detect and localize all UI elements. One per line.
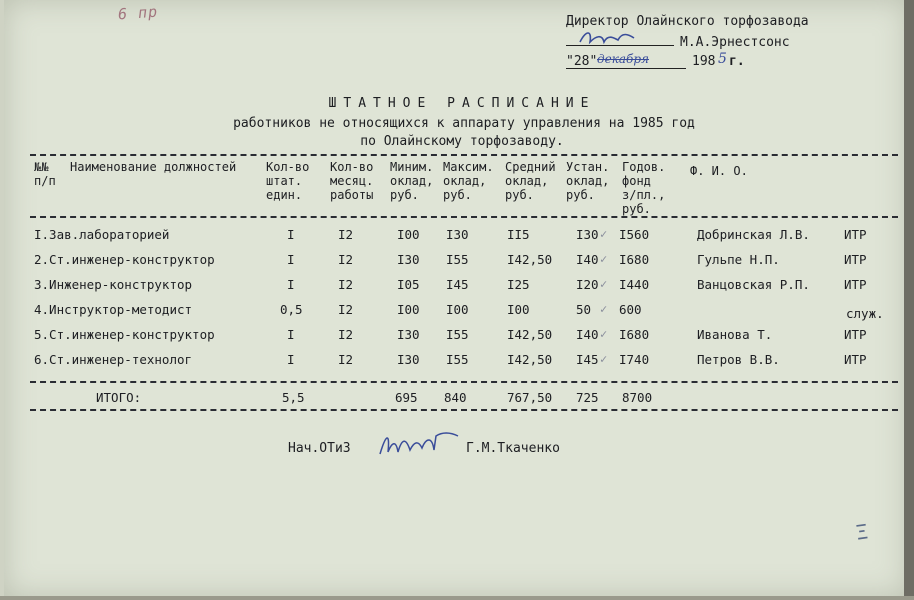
total-fund: 8700 bbox=[622, 390, 653, 405]
document-title: ШТАТНОЕ РАСПИСАНИЕ bbox=[328, 96, 596, 111]
footer-signature bbox=[376, 428, 460, 462]
row-2-position: 2.Ст.инженер-конструктор bbox=[34, 252, 215, 267]
check-mark-icon: ✓ bbox=[600, 302, 608, 316]
header-position: Наименование должностей bbox=[70, 160, 237, 174]
row-1-max: I30 bbox=[446, 227, 469, 242]
header-max-salary: Максим. оклад, руб. bbox=[443, 160, 494, 202]
total-min: 695 bbox=[395, 390, 418, 405]
table-header-rule bbox=[30, 216, 898, 218]
date-day: "28" bbox=[566, 54, 598, 69]
header-set-salary: Устан. оклад, руб. bbox=[566, 160, 610, 202]
row-4-set: 50 bbox=[576, 302, 592, 317]
row-4-units: 0,5 bbox=[280, 302, 303, 317]
row-5-units: I bbox=[287, 327, 295, 342]
header-fio: Ф. И. О. bbox=[690, 164, 748, 178]
row-5-fund: I680 bbox=[619, 327, 650, 342]
year-suffix: г. bbox=[729, 54, 745, 69]
row-6-units: I bbox=[287, 352, 295, 367]
row-6-max: I55 bbox=[446, 352, 469, 367]
row-1-min: I00 bbox=[397, 227, 420, 242]
check-mark-icon: ✓ bbox=[600, 327, 608, 341]
row-3-position: 3.Инженер-конструктор bbox=[34, 277, 193, 292]
document-subtitle-line2: по Олайнскому торфозаводу. bbox=[360, 134, 564, 149]
row-1-avg: II5 bbox=[507, 227, 530, 242]
row-2-units: I bbox=[287, 252, 295, 267]
row-1-position: I.Зав.лабораторией bbox=[34, 227, 170, 242]
total-avg: 767,50 bbox=[507, 390, 553, 405]
row-2-set: I40 bbox=[576, 252, 599, 267]
row-3-fio: Ванцовская Р.П. bbox=[697, 277, 810, 292]
row-6-months: I2 bbox=[338, 352, 354, 367]
date-month-handwritten: декабря bbox=[597, 52, 649, 66]
director-line: Директор Олайнского торфозавода bbox=[566, 14, 809, 29]
row-4-months: I2 bbox=[338, 302, 354, 317]
row-2-avg: I42,50 bbox=[507, 252, 553, 267]
row-5-fio: Иванова Т. bbox=[697, 327, 773, 342]
date-underline bbox=[566, 68, 686, 69]
row-4-fund: 600 bbox=[619, 302, 642, 317]
row-6-set: I45 bbox=[576, 352, 599, 367]
header-annual-fund: Годов. фонд з/пл., руб. bbox=[622, 160, 666, 216]
row-3-months: I2 bbox=[338, 277, 354, 292]
row-2-cat: ИТР bbox=[844, 252, 867, 267]
row-3-max: I45 bbox=[446, 277, 469, 292]
row-3-avg: I25 bbox=[507, 277, 530, 292]
footer-name: Г.М.Ткаченко bbox=[466, 441, 560, 456]
total-label: ИТОГО: bbox=[96, 390, 142, 405]
row-2-min: I30 bbox=[397, 252, 420, 267]
row-5-min: I30 bbox=[397, 327, 420, 342]
page-bottom-edge bbox=[0, 596, 914, 600]
director-name: М.А.Эрнестсонс bbox=[680, 35, 790, 50]
row-5-avg: I42,50 bbox=[507, 327, 553, 342]
row-2-fund: I680 bbox=[619, 252, 650, 267]
header-months: Кол-во месяц. работы bbox=[330, 160, 374, 202]
row-1-cat: ИТР bbox=[844, 227, 867, 242]
row-3-fund: I440 bbox=[619, 277, 650, 292]
director-signature bbox=[578, 28, 638, 52]
check-mark-icon: ✓ bbox=[600, 352, 608, 366]
header-num: №№ п/п bbox=[34, 160, 56, 188]
check-mark-icon: ✓ bbox=[600, 252, 608, 266]
check-mark-icon: ✓ bbox=[600, 277, 608, 291]
row-3-cat: ИТР bbox=[844, 277, 867, 292]
row-5-set: I40 bbox=[576, 327, 599, 342]
row-2-fio: Гульпе Н.П. bbox=[697, 252, 780, 267]
year-printed: 198 bbox=[692, 54, 716, 69]
row-4-min: I00 bbox=[397, 302, 420, 317]
total-set: 725 bbox=[576, 390, 599, 405]
row-4-max: I00 bbox=[446, 302, 469, 317]
row-6-avg: I42,50 bbox=[507, 352, 553, 367]
row-5-position: 5.Ст.инженер-конструктор bbox=[34, 327, 215, 342]
row-1-months: I2 bbox=[338, 227, 354, 242]
row-1-units: I bbox=[287, 227, 295, 242]
document-subtitle-line1: работников не относящихся к аппарату управления на 1985 год bbox=[233, 116, 695, 131]
table-total-rule bbox=[30, 381, 898, 383]
page-edge-shadow bbox=[904, 0, 914, 600]
row-5-cat: ИТР bbox=[844, 327, 867, 342]
document-sheet bbox=[4, 0, 908, 597]
row-3-units: I bbox=[287, 277, 295, 292]
signature-underline bbox=[566, 45, 674, 46]
check-mark-icon: ✓ bbox=[600, 227, 608, 241]
row-4-avg: I00 bbox=[507, 302, 530, 317]
row-4-cat: служ. bbox=[846, 306, 884, 321]
header-staff-units: Кол-во штат. един. bbox=[266, 160, 310, 202]
row-1-set: I30 bbox=[576, 227, 599, 242]
corner-handwritten-note: 6 пр bbox=[117, 2, 159, 24]
table-bottom-rule bbox=[30, 409, 898, 411]
row-6-cat: ИТР bbox=[844, 352, 867, 367]
header-avg-salary: Средний оклад, руб. bbox=[505, 160, 556, 202]
archive-mark: Ξ bbox=[854, 519, 870, 545]
total-max: 840 bbox=[444, 390, 467, 405]
row-5-months: I2 bbox=[338, 327, 354, 342]
row-1-fund: I560 bbox=[619, 227, 650, 242]
row-1-fio: Добринская Л.В. bbox=[697, 227, 810, 242]
row-6-fio: Петров В.В. bbox=[697, 352, 780, 367]
row-3-min: I05 bbox=[397, 277, 420, 292]
row-5-max: I55 bbox=[446, 327, 469, 342]
total-units: 5,5 bbox=[282, 390, 305, 405]
row-4-position: 4.Инструктор-методист bbox=[34, 302, 193, 317]
row-3-set: I20 bbox=[576, 277, 599, 292]
row-6-min: I30 bbox=[397, 352, 420, 367]
year-handwritten: 5 bbox=[718, 51, 727, 67]
row-2-months: I2 bbox=[338, 252, 354, 267]
row-6-fund: I740 bbox=[619, 352, 650, 367]
row-6-position: 6.Ст.инженер-технолог bbox=[34, 352, 193, 367]
row-2-max: I55 bbox=[446, 252, 469, 267]
table-top-rule bbox=[30, 154, 898, 156]
header-min-salary: Миним. оклад, руб. bbox=[390, 160, 434, 202]
footer-role: Нач.ОТиЗ bbox=[288, 441, 351, 456]
